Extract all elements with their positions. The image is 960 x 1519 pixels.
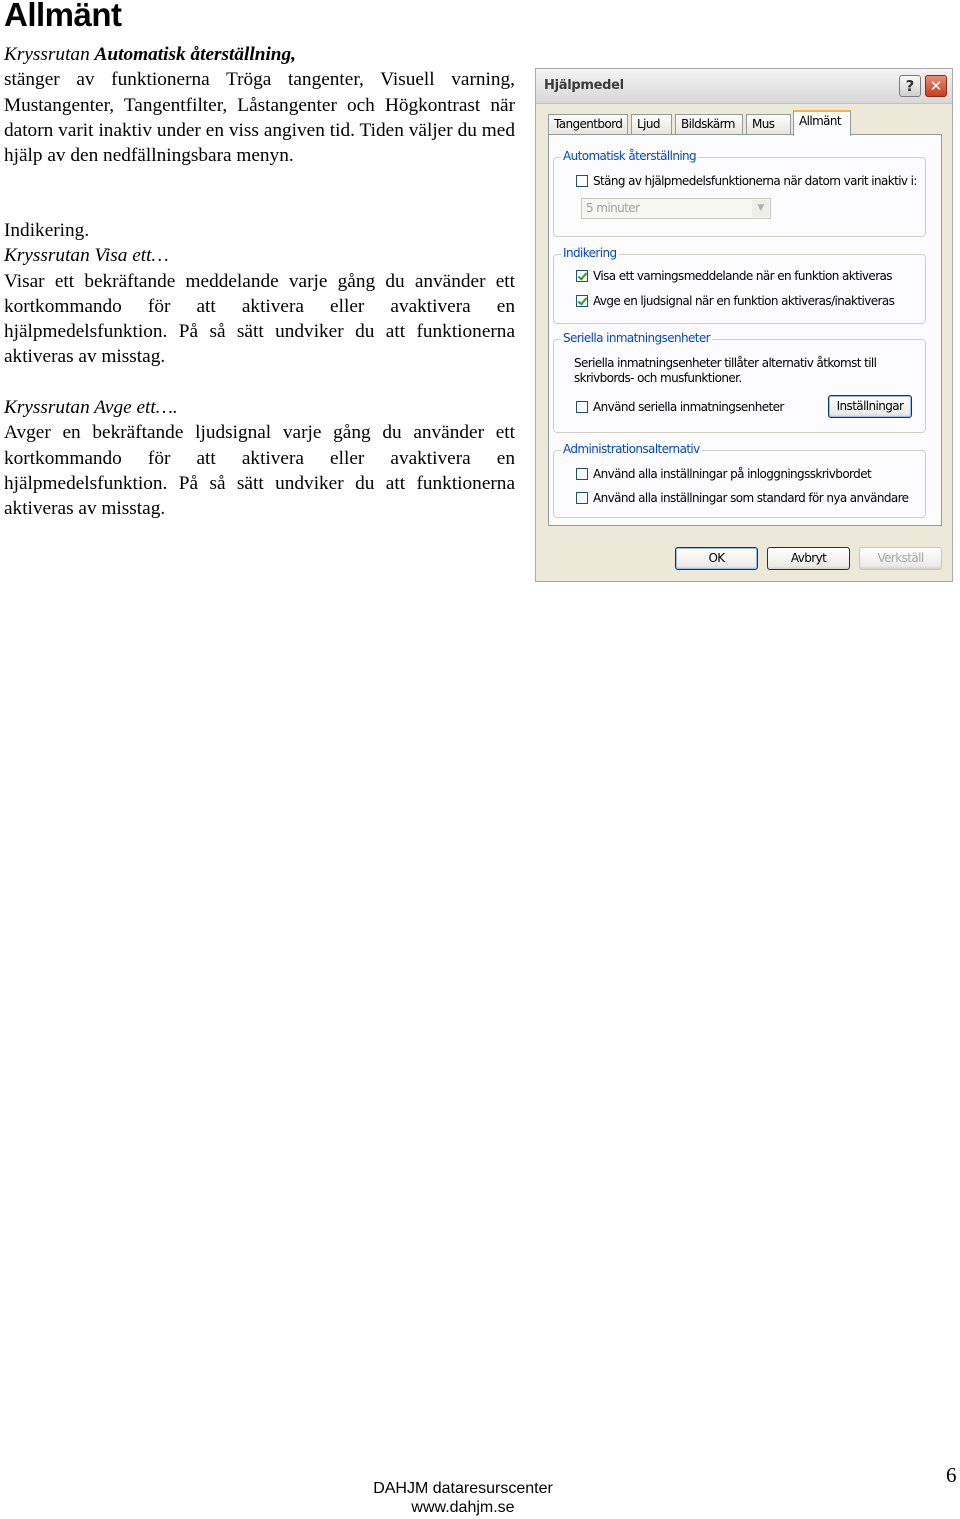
close-button[interactable] (925, 75, 947, 97)
section-notification-text (4, 218, 515, 370)
timeout-select[interactable] (581, 198, 771, 219)
group-auto-reset-title: Automatisk återställning (563, 149, 697, 163)
section-sound-body: Avger en bekräftande ljudsignal varje gång du använder ett kortkommando för att aktivera eller avaktivera en hjälpmedelsfunktion. På så sätt undviker du att funktionerna aktiveras av misstag. (4, 422, 515, 520)
footer-url[interactable]: www.dahjm.se (411, 1499, 515, 1516)
section-auto-reset-paragraph (4, 42, 515, 168)
default-new-users-checkbox[interactable] (576, 491, 908, 505)
dialog-title: Hjälpmedel (544, 78, 624, 93)
sound-signal-checkbox-label: Avge en ljudsignal när en funktion aktiveras/inaktiveras (593, 294, 895, 308)
apply-button[interactable]: Verkställ (859, 547, 942, 570)
chevron-down-icon[interactable]: ▼ (752, 200, 769, 217)
serial-devices-checkbox[interactable] (576, 400, 784, 414)
sound-signal-checkbox-box[interactable] (576, 295, 588, 307)
lead-italic: Kryssrutan (4, 44, 95, 65)
default-new-users-checkbox-box[interactable] (576, 492, 588, 504)
section-notification-body: Visar ett bekräftande meddelande varje gång du använder ett kortkommando för att aktivera eller avaktivera en hjälpmedelsfunktion. På så sätt undviker du att funktionerna aktiveras av misstag. (4, 270, 515, 368)
help-button[interactable] (899, 75, 921, 97)
section-notification-subtitle (4, 243, 515, 268)
page-heading: Allmänt (4, 0, 122, 33)
ok-button[interactable]: OK (675, 547, 758, 570)
logon-desktop-checkbox-box[interactable] (576, 468, 588, 480)
group-admin-options (553, 442, 926, 518)
serial-devices-checkbox-box[interactable] (576, 401, 588, 413)
help-icon: ? (905, 77, 915, 95)
group-auto-reset (553, 149, 926, 237)
serial-devices-checkbox-label: Använd seriella inmatningsenheter (593, 400, 784, 414)
page-number: 6 (946, 1463, 957, 1487)
group-serial-title: Seriella inmatningsenheter (563, 331, 710, 345)
group-admin-title: Administrationsalternativ (563, 442, 700, 456)
section-sound-subtitle (4, 395, 515, 420)
warning-message-checkbox[interactable] (576, 269, 892, 283)
group-serial-devices (553, 331, 926, 433)
tab-tangentbord[interactable]: Tangentbord (548, 114, 628, 135)
section-auto-reset-text (4, 42, 515, 168)
auto-reset-checkbox[interactable] (576, 174, 917, 188)
section-notification-title: Indikering. (4, 220, 90, 241)
logon-desktop-checkbox-label: Använd alla inställningar på inloggningsskrivbordet (593, 467, 872, 481)
section-auto-reset-body: stänger av funktionerna Tröga tangenter, Visuell varning, Mustangenter, Tangentfilter, Låstangenter och Högkontrast när datorn varit inaktiv under en viss angiven tid. Tiden väljer du med hjälp av den nedfällningsbara menyn. (4, 69, 515, 167)
cancel-button[interactable]: Avbryt (767, 547, 850, 570)
default-new-users-checkbox-label: Använd alla inställningar som standard för nya användare (593, 491, 909, 505)
serial-description-line1: Seriella inmatningsenheter tillåter alternativ åtkomst till (574, 356, 877, 370)
footer-org: DAHJM dataresurscenter (373, 1480, 553, 1497)
accessibility-dialog (535, 68, 953, 582)
section-sound-subtitle-text: Kryssrutan Avge ett…. (4, 397, 178, 418)
timeout-select-value: 5 minuter (586, 201, 640, 215)
sound-signal-checkbox[interactable] (576, 294, 894, 308)
warning-message-checkbox-label: Visa ett varningsmeddelande när en funktion aktiveras (593, 269, 892, 283)
serial-description-line2: skrivbords- och musfunktioner. (574, 371, 742, 385)
tab-bildskarm[interactable]: Bildskärm (675, 114, 743, 135)
close-icon: ✕ (929, 77, 943, 95)
section-notification-subtitle-text: Kryssrutan Visa ett… (4, 245, 169, 267)
tab-ljud[interactable]: Ljud (631, 114, 672, 135)
tab-allmant[interactable]: Allmänt (793, 110, 851, 136)
warning-message-checkbox-box[interactable] (576, 270, 588, 282)
logon-desktop-checkbox[interactable] (576, 467, 871, 481)
section-sound-text (4, 395, 515, 521)
group-notification-title: Indikering (563, 246, 617, 260)
dialog-titlebar[interactable] (536, 69, 952, 104)
tab-mus[interactable]: Mus (746, 114, 791, 135)
lead-bold-italic: Automatisk återställning, (94, 44, 296, 65)
group-notification (553, 246, 926, 324)
auto-reset-checkbox-box[interactable] (576, 175, 588, 187)
settings-button[interactable]: Inställningar (828, 395, 912, 418)
auto-reset-checkbox-label: Stäng av hjälpmedelsfunktionerna när datorn varit inaktiv i: (593, 174, 917, 188)
